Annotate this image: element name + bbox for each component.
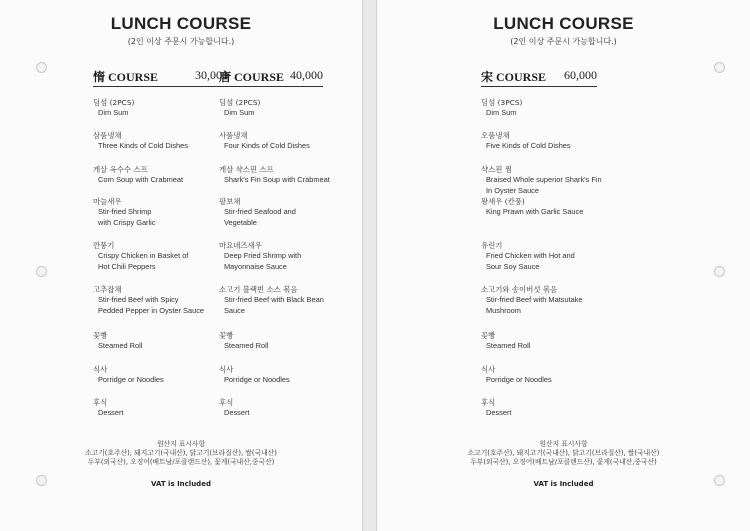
binder-hole <box>36 266 47 277</box>
dish-item <box>219 398 369 419</box>
course-header <box>93 68 228 87</box>
dish-item <box>219 98 369 119</box>
course-header <box>481 68 597 87</box>
dish-item <box>219 131 369 152</box>
vat-notice: VAT is Included <box>151 480 211 488</box>
dish-item <box>219 165 369 186</box>
dish-name-english: Stir-fried Shrimp <box>98 207 152 216</box>
dish-name-korean: 소고기 블랙빈 소스 볶음 <box>219 285 298 294</box>
dish-name-english: Corn Soup with Crabmeat <box>98 175 184 184</box>
dish-name-korean: 후식 <box>93 398 108 407</box>
dish-name-korean: 유린기 <box>481 241 503 250</box>
dish-item <box>481 241 631 272</box>
dish-name-korean: 왕새우 (칸풍) <box>481 197 525 206</box>
origin-notice <box>377 440 750 467</box>
dish-name-english: Vegetable <box>224 217 257 227</box>
dish-name-english: Mayonnaise Sauce <box>224 261 287 271</box>
course-name: 宋 COURSE <box>481 70 547 84</box>
dish-item <box>481 98 631 119</box>
page-subtitle: (2인 이상 주문시 가능합니다.) <box>127 37 235 46</box>
course-header <box>219 68 323 87</box>
dish-name-english: King Prawn with Garlic Sauce <box>486 207 584 216</box>
dish-name-korean: 마늘새우 <box>93 197 122 206</box>
dish-name-english: Stir-fried Beef with Spicy <box>98 295 179 304</box>
dish-name-english: Dim Sum <box>486 108 517 117</box>
origin-title: 원산지 표시사항 <box>539 440 588 448</box>
dish-item <box>219 365 369 386</box>
dish-name-korean: 오품냉채 <box>481 131 510 140</box>
dish-name-english: Dessert <box>224 408 250 417</box>
course-price: 30,000 <box>195 68 228 82</box>
dish-name-korean: 딤섬 (2PCS) <box>93 98 135 107</box>
dish-name-korean: 사품냉채 <box>219 131 248 140</box>
dish-name-korean: 팔보채 <box>219 197 241 206</box>
page-subtitle: (2인 이상 주문시 가능합니다.) <box>510 37 617 46</box>
dish-name-english: Steamed Roll <box>98 341 143 350</box>
dish-item <box>481 165 631 196</box>
dish-name-english: Mushroom <box>486 305 521 315</box>
dish-name-english: Steamed Roll <box>486 341 531 350</box>
dish-name-english: In Oyster Sauce <box>486 185 539 195</box>
dish-name-english: Stir-fried Beef with Black Bean <box>224 295 324 304</box>
dish-name-korean: 후식 <box>481 398 496 407</box>
dish-item <box>481 365 631 386</box>
page-title: LUNCH COURSE <box>493 14 634 33</box>
dish-name-english: Shark's Fin Soup with Crabmeat <box>224 175 330 184</box>
dish-name-english: Braised Whole superior Shark's Fin <box>486 175 602 184</box>
dish-item <box>481 398 631 419</box>
dish-item <box>219 285 369 316</box>
dish-name-korean: 꽃빵 <box>481 331 496 340</box>
dish-name-english: Steamed Roll <box>224 341 269 350</box>
dish-name-korean: 소고기와 송이버섯 볶음 <box>481 285 558 294</box>
dish-name-english: Dim Sum <box>224 108 255 117</box>
dish-name-english: Porridge or Noodles <box>224 375 290 384</box>
dish-name-english: Crispy Chicken in Basket of <box>98 251 189 260</box>
dish-name-korean: 삼품냉채 <box>93 131 122 140</box>
binder-hole <box>714 62 725 73</box>
dish-item <box>481 285 631 316</box>
dish-name-english: Porridge or Noodles <box>486 375 552 384</box>
course-price: 40,000 <box>290 68 323 82</box>
origin-line: 두부(외국산), 오징어(베트남/포클랜드산), 꽃게(국내산,중국산) <box>470 458 657 466</box>
dish-name-english: Hot Chili Peppers <box>98 261 156 271</box>
course-column <box>481 68 651 417</box>
course-name: 唐 COURSE <box>219 70 285 84</box>
dish-name-korean: 딤섬 (2PCS) <box>219 98 261 107</box>
binder-hole <box>36 62 47 73</box>
dish-name-korean: 게살 샥스핀 스프 <box>219 165 274 174</box>
dish-name-english: Five Kinds of Cold Dishes <box>486 141 571 150</box>
dish-item <box>219 197 369 228</box>
dish-name-english: Deep Fried Shrimp with <box>224 251 302 260</box>
dish-name-english: Stir-fried Seafood and <box>224 207 296 216</box>
course-column <box>219 68 369 417</box>
origin-line: 소고기(호주산), 돼지고기(국내산), 닭고기(브라질산), 쌀(국내산) <box>85 449 277 457</box>
dish-name-english: with Crispy Garlic <box>98 217 156 227</box>
dish-name-english: Dessert <box>486 408 512 417</box>
dish-name-english: Pedded Pepper in Oyster Sauce <box>98 305 204 315</box>
dish-name-korean: 식사 <box>93 365 108 374</box>
dish-name-english: Stir-fried Beef with Matsutake <box>486 295 583 304</box>
dish-item <box>219 331 369 352</box>
dish-name-english: Three Kinds of Cold Dishes <box>98 141 188 150</box>
dish-item <box>481 331 631 352</box>
origin-line: 두부(외국산), 오징어(베트남/포클랜드산), 꽃게(국내산,중국산) <box>87 458 275 466</box>
dish-name-english: Sour Soy Sauce <box>486 261 540 271</box>
origin-notice <box>0 440 362 467</box>
origin-title: 원산지 표시사항 <box>156 440 206 448</box>
dish-name-english: Dim Sum <box>98 108 129 117</box>
dish-name-korean: 깐풍기 <box>93 241 115 250</box>
origin-line: 소고기(호주산), 돼지고기(국내산), 닭고기(브라질산), 쌀(국내산) <box>467 449 660 457</box>
dish-name-korean: 딤섬 (3PCS) <box>481 98 523 107</box>
dish-name-english: Porridge or Noodles <box>98 375 164 384</box>
dish-name-korean: 샥스핀 찜 <box>481 165 512 174</box>
menu-page-left <box>0 0 363 531</box>
page-title: LUNCH COURSE <box>110 14 252 33</box>
dish-name-korean: 후식 <box>219 398 234 407</box>
dish-name-korean: 식사 <box>481 365 496 374</box>
course-name: 惰 COURSE <box>93 70 159 84</box>
dish-name-korean: 게살 옥수수 스프 <box>93 165 148 174</box>
dish-name-english: Fried Chicken with Hot and <box>486 251 575 260</box>
dish-name-english: Sauce <box>224 305 245 315</box>
menu-page-right <box>376 0 750 531</box>
dish-name-korean: 식사 <box>219 365 234 374</box>
dish-item <box>219 241 369 272</box>
vat-notice: VAT is Included <box>533 480 594 488</box>
binder-hole <box>714 266 725 277</box>
course-price: 60,000 <box>564 68 597 82</box>
dish-name-english: Dessert <box>98 408 124 417</box>
dish-name-korean: 꽃빵 <box>219 331 234 340</box>
dish-name-english: Four Kinds of Cold Dishes <box>224 141 310 150</box>
dish-name-korean: 꽃빵 <box>93 331 108 340</box>
dish-name-korean: 마요네즈새우 <box>219 241 262 250</box>
dish-item <box>481 197 631 218</box>
dish-item <box>481 131 631 152</box>
dish-name-korean: 고추잡채 <box>93 285 122 294</box>
